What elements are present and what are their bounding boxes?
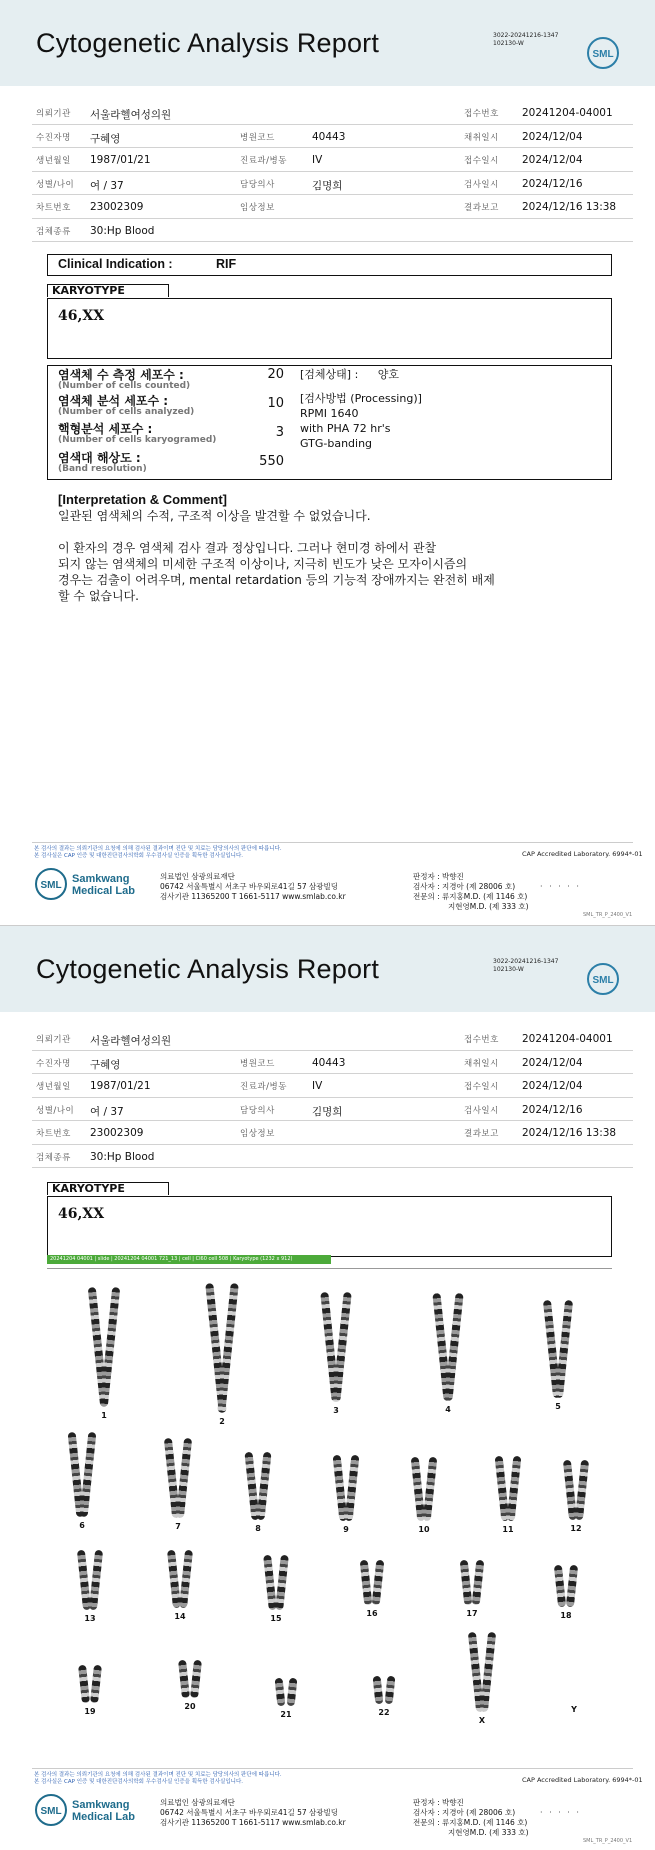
chromosome-9 bbox=[332, 1455, 360, 1534]
svg-text:SML: SML bbox=[592, 975, 614, 986]
info-row bbox=[32, 1121, 633, 1145]
staff-line: 전문의 : 류지홍M.D. (제 1146 호) bbox=[413, 892, 528, 901]
chromosome-13 bbox=[76, 1550, 104, 1623]
cells-analyzed bbox=[58, 395, 194, 417]
interpretation-line: 일관된 염색체의 수적, 구조적 이상을 발견할 수 없었습니다. bbox=[58, 509, 371, 523]
footer-org: 의료법인 삼광의료재단 bbox=[160, 872, 235, 881]
chromosome-pair bbox=[438, 1293, 458, 1401]
footer-address bbox=[160, 1798, 346, 1828]
chromosome-label: 15 bbox=[270, 1614, 282, 1623]
chromosome-image bbox=[89, 1550, 103, 1611]
report-header bbox=[0, 926, 655, 1012]
chromosome-label: 20 bbox=[184, 1702, 196, 1711]
receive-date-value: 2024/12/04 bbox=[522, 154, 583, 166]
info-row bbox=[32, 125, 633, 149]
receive-date-value: 2024/12/04 bbox=[522, 1080, 583, 1092]
test-date-label: 검사일시 bbox=[464, 179, 499, 190]
processing-method bbox=[300, 391, 422, 451]
sml-logo-icon bbox=[586, 962, 620, 996]
karyotype-value: 46,XX bbox=[58, 1206, 105, 1222]
staff-line: 검사자 : 지경아 (제 28006 호) bbox=[413, 1808, 516, 1817]
chromosome-6 bbox=[68, 1432, 96, 1530]
chromosome-5 bbox=[544, 1300, 572, 1411]
chromosome-image bbox=[179, 1550, 193, 1609]
chromosome-pair bbox=[94, 1287, 114, 1407]
chromosome-label: 3 bbox=[333, 1406, 339, 1415]
chromosome-18 bbox=[552, 1565, 580, 1620]
chromosome-label: 11 bbox=[502, 1525, 514, 1534]
footer-addr: 06742 서울특별시 서초구 바우뫼로41길 57 삼광빌딩 bbox=[160, 1808, 339, 1817]
processing-method-label: [검사방법 (Processing)] bbox=[300, 392, 422, 405]
chromosome-pair bbox=[336, 1455, 356, 1521]
chromosome-14 bbox=[166, 1550, 194, 1621]
report-ids bbox=[493, 32, 558, 48]
cells-counted-value: 20 bbox=[267, 367, 284, 382]
report-ids bbox=[493, 958, 558, 974]
chart-value: 23002309 bbox=[90, 201, 144, 213]
result-date-value: 2024/12/16 13:38 bbox=[522, 201, 617, 213]
cells-counted-sublabel: (Number of cells counted) bbox=[58, 381, 191, 391]
chromosome-11 bbox=[494, 1456, 522, 1534]
cells-analyzed-label: 염색체 분석 세포수 : bbox=[58, 394, 169, 408]
processing-method-line: GTG-banding bbox=[300, 437, 373, 450]
chromosome-label: 7 bbox=[175, 1522, 181, 1531]
chromosome-pair bbox=[276, 1678, 296, 1706]
info-row bbox=[32, 195, 633, 219]
test-date-label: 검사일시 bbox=[464, 1105, 499, 1116]
chromosome-label: 2 bbox=[219, 1417, 225, 1426]
chromosome-label: 18 bbox=[560, 1611, 572, 1620]
result-date-label: 결과보고 bbox=[464, 203, 499, 213]
chromosome-19 bbox=[76, 1665, 104, 1716]
clinical-label: 임상정보 bbox=[240, 1129, 275, 1139]
chromosome-label: 13 bbox=[84, 1614, 96, 1623]
chromosome-pair bbox=[248, 1452, 268, 1520]
chromosome-image bbox=[332, 1292, 351, 1402]
brand-line: Medical Lab bbox=[72, 1811, 135, 1823]
chromosome-image bbox=[472, 1560, 485, 1606]
samkwang-brand bbox=[72, 873, 135, 897]
info-row bbox=[32, 1145, 633, 1169]
band-resolution-value: 550 bbox=[259, 454, 284, 469]
specimen-status-value: 양호 bbox=[377, 368, 400, 381]
karyogram-divider bbox=[47, 1268, 612, 1269]
doctor-label: 담당의사 bbox=[240, 1105, 275, 1116]
cap-accreditation: CAP Accredited Laboratory. 6994*-01 bbox=[522, 1776, 643, 1784]
chromosome-21 bbox=[272, 1678, 300, 1719]
chromosome-pair bbox=[556, 1565, 576, 1607]
chromosome-17 bbox=[458, 1560, 486, 1618]
chromosome-3 bbox=[322, 1292, 350, 1415]
specimen-label: 검체종류 bbox=[36, 1152, 71, 1163]
signature: · · · · · bbox=[540, 882, 581, 891]
dob-label: 생년월일 bbox=[36, 156, 71, 166]
chromosome-image bbox=[372, 1560, 385, 1606]
chromosome-pair bbox=[326, 1292, 346, 1402]
chromosome-image bbox=[480, 1632, 496, 1712]
interpretation-heading: [Interpretation & Comment] bbox=[58, 492, 227, 507]
requester-label: 의뢰기관 bbox=[36, 109, 71, 119]
test-date-value: 2024/12/16 bbox=[522, 1103, 583, 1116]
requester-value: 서울라헬여성의원 bbox=[90, 109, 172, 121]
chromosome-label: 19 bbox=[84, 1707, 96, 1716]
karyotype-label: KARYOTYPE bbox=[47, 1182, 169, 1195]
staff-line: 지현영M.D. (제 333 호) bbox=[448, 1828, 529, 1837]
chromosome-x bbox=[468, 1632, 496, 1725]
chromosome-pair bbox=[498, 1456, 518, 1521]
chromosome-pair bbox=[170, 1550, 190, 1608]
chromosome-image bbox=[275, 1678, 286, 1707]
clinical-label: 임상정보 bbox=[240, 203, 275, 213]
patient-info-table bbox=[32, 101, 633, 242]
footer-divider bbox=[32, 1768, 633, 1769]
chromosome-image bbox=[460, 1560, 473, 1606]
report-header bbox=[0, 0, 655, 86]
sml-logo-icon bbox=[586, 36, 620, 70]
staff-line: 판정자 : 박향진 bbox=[413, 872, 464, 881]
chromosome-label: Y bbox=[571, 1705, 577, 1714]
brand-line: Medical Lab bbox=[72, 885, 135, 897]
collect-date-value: 2024/12/04 bbox=[522, 130, 583, 143]
chromosome-label: 17 bbox=[466, 1609, 478, 1618]
collect-date-label: 채취일시 bbox=[464, 132, 499, 143]
cells-counted-label: 염색체 수 측정 세포수 : bbox=[58, 368, 184, 382]
interpretation-line: 경우는 검출이 어려우며, mental retardation 등의 기능적 장애까지는 완전히 배제 bbox=[58, 573, 495, 587]
info-row bbox=[32, 1027, 633, 1051]
band-resolution bbox=[58, 452, 147, 474]
form-code: SML_TR_P_2400_V1 bbox=[583, 912, 633, 918]
interpretation-line: 할 수 없습니다. bbox=[58, 589, 139, 603]
footer-note: 본 검사의 결과는 의뢰기관의 요청에 의해 검사된 결과이며 진단 및 치료는 담당의사의 판단에 따릅니다. bbox=[34, 1772, 282, 1778]
chromosome-8 bbox=[244, 1452, 272, 1533]
report-title: Cytogenetic Analysis Report bbox=[36, 954, 380, 984]
karyotype-value: 46,XX bbox=[58, 308, 105, 324]
chromosome-label: 21 bbox=[280, 1710, 292, 1719]
chromosome-image bbox=[423, 1457, 438, 1521]
clinical-indication-value: RIF bbox=[216, 257, 237, 271]
info-row bbox=[32, 1051, 633, 1075]
chromosome-label: 8 bbox=[255, 1524, 261, 1533]
band-resolution-sublabel: (Band resolution) bbox=[58, 464, 147, 474]
report-id: 3022-20241216-1347 bbox=[493, 958, 559, 965]
collect-date-value: 2024/12/04 bbox=[522, 1056, 583, 1069]
chart-label: 차트번호 bbox=[36, 1129, 71, 1139]
dept-label: 진료과/병동 bbox=[240, 156, 287, 166]
chromosome-pair bbox=[80, 1550, 100, 1610]
hospital-code-value: 40443 bbox=[312, 130, 346, 143]
svg-text:SML: SML bbox=[592, 49, 614, 60]
specimen-value: 30:Hp Blood bbox=[90, 224, 155, 237]
patient-value: 구혜영 bbox=[90, 1058, 121, 1071]
interpretation-line: 이 환자의 경우 염색체 검사 결과 정상입니다. 그러나 현미경 하에서 관찰 bbox=[58, 541, 437, 555]
chromosome-pair bbox=[168, 1438, 188, 1518]
chromosome-label: 12 bbox=[570, 1524, 582, 1533]
chromosome-label: 4 bbox=[445, 1405, 451, 1414]
chromosome-pair bbox=[362, 1560, 382, 1605]
chromosome-label: 10 bbox=[418, 1525, 430, 1534]
info-row bbox=[32, 148, 633, 172]
chromosome-label: 16 bbox=[366, 1609, 378, 1618]
dob-value: 1987/01/21 bbox=[90, 154, 151, 166]
form-id: 102130-W bbox=[493, 40, 524, 47]
footer-staff bbox=[413, 1798, 529, 1838]
footer-divider bbox=[32, 842, 633, 843]
chromosome-label: 14 bbox=[174, 1612, 186, 1621]
report-title: Cytogenetic Analysis Report bbox=[36, 28, 380, 58]
karyogram-info-strip: 20241204 04001 | slide | 20241204 04001 721_13 | cell | CI60 cell 508 | Karyotype (1232 x 912) bbox=[47, 1255, 331, 1264]
chromosome-10 bbox=[410, 1457, 438, 1534]
chromosome-pair bbox=[180, 1660, 200, 1698]
karyotype-box bbox=[47, 1196, 612, 1257]
chromosome-15 bbox=[262, 1555, 290, 1623]
processing-method-line: with PHA 72 hr's bbox=[300, 422, 391, 435]
brand-line: Samkwang bbox=[72, 873, 130, 885]
patient-label: 수진자명 bbox=[36, 1058, 71, 1069]
result-date-value: 2024/12/16 13:38 bbox=[522, 1127, 617, 1139]
test-date-value: 2024/12/16 bbox=[522, 177, 583, 190]
chromosome-image bbox=[100, 1287, 120, 1407]
chromosome-image bbox=[345, 1455, 360, 1521]
sex-age-label: 성별/나이 bbox=[36, 179, 75, 190]
receipt-no-label: 접수번호 bbox=[464, 1035, 499, 1045]
patient-label: 수진자명 bbox=[36, 132, 71, 143]
chromosome-label: X bbox=[478, 1716, 486, 1725]
cells-analyzed-value: 10 bbox=[267, 396, 284, 411]
chromosome-16 bbox=[358, 1560, 386, 1618]
collect-date-label: 채취일시 bbox=[464, 1058, 499, 1069]
requester-label: 의뢰기관 bbox=[36, 1035, 71, 1045]
chromosome-image bbox=[256, 1452, 271, 1520]
chromosome-image bbox=[176, 1438, 192, 1518]
dept-value: IV bbox=[312, 154, 323, 166]
processing-method-line: RPMI 1640 bbox=[300, 407, 359, 420]
chromosome-label: 1 bbox=[101, 1411, 107, 1420]
staff-line: 검사자 : 지경아 (제 28006 호) bbox=[413, 882, 516, 891]
staff-line: 전문의 : 류지홍M.D. (제 1146 호) bbox=[413, 1818, 528, 1827]
footer-org: 의료법인 삼광의료재단 bbox=[160, 1798, 235, 1807]
form-code: SML_TR_P_2400_V1 bbox=[583, 1838, 633, 1844]
dept-value: IV bbox=[312, 1080, 323, 1092]
specimen-value: 30:Hp Blood bbox=[90, 1150, 155, 1163]
band-resolution-label: 염색대 해상도 : bbox=[58, 451, 141, 465]
footer-contact: 검사기관 11365200 T 1661-5117 www.smlab.co.kr bbox=[160, 892, 346, 901]
chromosome-22 bbox=[370, 1676, 398, 1717]
receipt-no-value: 20241204-04001 bbox=[522, 1033, 613, 1045]
chromosome-4 bbox=[434, 1293, 462, 1414]
chromosome-y bbox=[560, 1705, 588, 1714]
specimen-label: 검체종류 bbox=[36, 226, 71, 237]
chromosome-image bbox=[287, 1678, 298, 1707]
chromosome-12 bbox=[562, 1460, 590, 1533]
chromosome-image bbox=[80, 1432, 97, 1517]
cells-karyogramed-sublabel: (Number of cells karyogramed) bbox=[58, 435, 217, 445]
doctor-value: 김명희 bbox=[312, 1105, 343, 1118]
chromosome-20 bbox=[176, 1660, 204, 1711]
chromosome-image bbox=[507, 1456, 522, 1521]
chromosome-image bbox=[190, 1660, 202, 1699]
svg-text:SML: SML bbox=[40, 1806, 62, 1817]
form-id: 102130-W bbox=[493, 966, 524, 973]
chromosome-2 bbox=[208, 1283, 236, 1426]
footer-contact: 검사기관 11365200 T 1661-5117 www.smlab.co.kr bbox=[160, 1818, 346, 1827]
chromosome-pair bbox=[548, 1300, 568, 1398]
hospital-code-label: 병원코드 bbox=[240, 1058, 275, 1069]
footer-note: 본 검사실은 CAP 인증 및 대한진단검사의학회 우수검사실 인증을 획득한 검사실입니다. bbox=[34, 853, 244, 859]
chromosome-image bbox=[444, 1293, 463, 1401]
cells-analyzed-sublabel: (Number of cells analyzed) bbox=[58, 407, 195, 417]
footer-note: 본 검사의 결과는 의뢰기관의 요청에 의해 검사된 결과이며 진단 및 치료는 담당의사의 판단에 따릅니다. bbox=[34, 846, 282, 852]
chromosome-label: 6 bbox=[79, 1521, 85, 1530]
cells-karyogramed bbox=[58, 423, 216, 445]
karyotype-label: KARYOTYPE bbox=[47, 284, 169, 297]
footer-address bbox=[160, 872, 346, 902]
requester-value: 서울라헬여성의원 bbox=[90, 1035, 172, 1047]
chromosome-pair bbox=[472, 1632, 492, 1712]
sex-age-value: 여 / 37 bbox=[90, 1105, 124, 1118]
dob-value: 1987/01/21 bbox=[90, 1080, 151, 1092]
brand-line: Samkwang bbox=[72, 1799, 130, 1811]
info-row bbox=[32, 1074, 633, 1098]
chromosome-image bbox=[575, 1460, 589, 1521]
chromosome-image bbox=[385, 1676, 396, 1705]
info-row bbox=[32, 172, 633, 196]
receive-date-label: 접수일시 bbox=[464, 156, 499, 166]
signature: · · · · · bbox=[540, 1808, 581, 1817]
doctor-label: 담당의사 bbox=[240, 179, 275, 190]
chromosome-label: 5 bbox=[555, 1402, 561, 1411]
cap-accreditation: CAP Accredited Laboratory. 6994*-01 bbox=[522, 850, 643, 858]
chromosome-label: 9 bbox=[343, 1525, 349, 1534]
chromosome-pair bbox=[462, 1560, 482, 1605]
hospital-code-label: 병원코드 bbox=[240, 132, 275, 143]
chromosome-image bbox=[554, 1565, 566, 1608]
hospital-code-value: 40443 bbox=[312, 1056, 346, 1069]
chromosome-image bbox=[217, 1283, 239, 1413]
chart-label: 차트번호 bbox=[36, 203, 71, 213]
chromosome-image bbox=[360, 1560, 373, 1606]
patient-value: 구혜영 bbox=[90, 132, 121, 145]
info-row bbox=[32, 1098, 633, 1122]
doctor-value: 김명희 bbox=[312, 179, 343, 192]
chart-value: 23002309 bbox=[90, 1127, 144, 1139]
specimen-status bbox=[300, 367, 399, 382]
sex-age-value: 여 / 37 bbox=[90, 179, 124, 192]
result-date-label: 결과보고 bbox=[464, 1129, 499, 1139]
chromosome-image bbox=[78, 1665, 90, 1704]
chromosome-pair bbox=[80, 1665, 100, 1703]
samkwang-brand bbox=[72, 1799, 135, 1823]
footer-addr: 06742 서울특별시 서초구 바우뫼로41길 57 삼광빌딩 bbox=[160, 882, 339, 891]
chromosome-image bbox=[178, 1660, 190, 1699]
receipt-no-label: 접수번호 bbox=[464, 109, 499, 119]
chromosome-image bbox=[275, 1555, 289, 1611]
report-id: 3022-20241216-1347 bbox=[493, 32, 559, 39]
chromosome-pair bbox=[414, 1457, 434, 1521]
chromosome-image bbox=[373, 1676, 384, 1705]
info-row bbox=[32, 101, 633, 125]
dept-label: 진료과/병동 bbox=[240, 1082, 287, 1092]
chromosome-image bbox=[555, 1300, 573, 1398]
dob-label: 생년월일 bbox=[36, 1082, 71, 1092]
receive-date-label: 접수일시 bbox=[464, 1082, 499, 1092]
chromosome-image bbox=[263, 1555, 277, 1611]
chromosome-label: 22 bbox=[378, 1708, 390, 1717]
cell-counts-box bbox=[47, 365, 612, 480]
svg-text:SML: SML bbox=[40, 880, 62, 891]
chromosome-pair bbox=[266, 1555, 286, 1610]
cells-karyogramed-label: 핵형분석 세포수 : bbox=[58, 422, 153, 436]
footer-staff bbox=[413, 872, 529, 912]
footer-note: 본 검사실은 CAP 인증 및 대한진단검사의학회 우수검사실 인증을 획득한 검사실입니다. bbox=[34, 1779, 244, 1785]
chromosome-pair bbox=[212, 1283, 232, 1413]
patient-info-table bbox=[32, 1027, 633, 1168]
chromosome-pair bbox=[374, 1676, 394, 1704]
staff-line: 지현영M.D. (제 333 호) bbox=[448, 902, 529, 911]
karyotype-box bbox=[47, 298, 612, 359]
clinical-indication-box bbox=[47, 254, 612, 276]
chromosome-1 bbox=[90, 1287, 118, 1420]
chromosome-7 bbox=[164, 1438, 192, 1531]
sex-age-label: 성별/나이 bbox=[36, 1105, 75, 1116]
chromosome-image bbox=[566, 1565, 578, 1608]
specimen-status-label: [검체상태] : bbox=[300, 368, 359, 381]
chromosome-image bbox=[90, 1665, 102, 1704]
staff-line: 판정자 : 박향진 bbox=[413, 1798, 464, 1807]
info-row bbox=[32, 219, 633, 243]
cells-counted bbox=[58, 369, 190, 391]
samkwang-logo-icon bbox=[34, 1793, 68, 1827]
cells-karyogramed-value: 3 bbox=[275, 425, 284, 440]
clinical-indication-label: Clinical Indication : bbox=[58, 257, 173, 271]
interpretation-line: 되지 않는 염색체의 미세한 구조적 이상이나, 지극히 빈도가 낮은 모자이시즘의 bbox=[58, 557, 468, 571]
receipt-no-value: 20241204-04001 bbox=[522, 107, 613, 119]
samkwang-logo-icon bbox=[34, 867, 68, 901]
chromosome-pair bbox=[72, 1432, 92, 1517]
chromosome-pair bbox=[566, 1460, 586, 1520]
